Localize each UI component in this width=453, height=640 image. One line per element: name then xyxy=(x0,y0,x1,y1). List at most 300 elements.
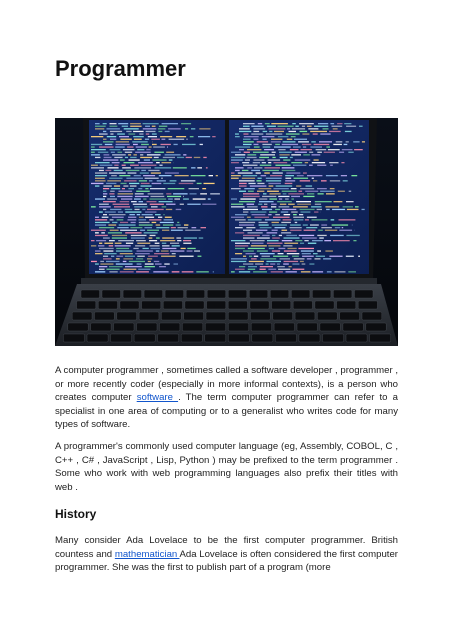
code-token xyxy=(279,152,292,153)
code-token xyxy=(292,128,305,129)
code-token xyxy=(299,123,314,124)
keyboard-key xyxy=(68,323,88,331)
code-token xyxy=(251,258,257,259)
code-token xyxy=(125,266,142,267)
code-token xyxy=(197,183,202,184)
code-token xyxy=(285,198,289,199)
code-token xyxy=(317,188,327,189)
code-token xyxy=(152,133,157,134)
keyboard-key xyxy=(274,323,294,331)
code-token xyxy=(182,144,196,145)
code-token xyxy=(104,154,110,155)
code-token xyxy=(243,256,246,257)
code-token xyxy=(297,204,311,205)
code-token xyxy=(327,271,332,272)
code-token xyxy=(121,198,132,199)
code-token xyxy=(302,237,317,238)
code-token xyxy=(109,214,126,215)
code-token xyxy=(231,206,245,207)
code-token xyxy=(159,201,173,202)
code-token xyxy=(303,146,306,147)
code-token xyxy=(341,162,344,163)
code-token xyxy=(151,248,160,249)
code-token xyxy=(175,175,189,176)
code-token xyxy=(107,128,120,129)
code-token xyxy=(238,172,253,173)
code-token xyxy=(293,217,304,218)
code-token xyxy=(277,266,285,267)
code-token xyxy=(315,201,332,202)
code-token xyxy=(275,227,286,228)
code-token xyxy=(143,128,157,129)
code-token xyxy=(264,204,267,205)
code-token xyxy=(128,188,134,189)
code-token xyxy=(254,167,262,168)
code-token xyxy=(341,175,347,176)
code-token xyxy=(134,206,147,207)
code-token xyxy=(143,248,149,249)
keyboard-key xyxy=(270,290,289,298)
keyboard-key xyxy=(72,312,92,320)
code-token xyxy=(95,232,99,233)
code-token xyxy=(267,240,279,241)
code-token xyxy=(104,253,116,254)
code-token xyxy=(146,131,156,132)
code-token xyxy=(243,175,258,176)
code-token xyxy=(278,149,285,150)
code-token xyxy=(262,162,266,163)
code-token xyxy=(235,136,240,137)
code-token xyxy=(274,146,291,147)
code-token xyxy=(330,235,344,236)
code-token xyxy=(268,214,271,215)
code-token xyxy=(91,183,104,184)
code-token xyxy=(171,230,183,231)
code-token xyxy=(278,126,294,127)
code-token xyxy=(275,214,280,215)
code-token xyxy=(282,167,295,168)
code-token xyxy=(231,258,247,259)
code-token xyxy=(248,191,254,192)
code-token xyxy=(162,243,167,244)
code-token xyxy=(231,178,239,179)
code-token xyxy=(110,149,121,150)
code-token xyxy=(280,157,288,158)
keyboard-key xyxy=(111,334,132,342)
keyboard-key xyxy=(273,312,293,320)
code-token xyxy=(155,243,160,244)
intro-text-1: A computer programmer , sometimes called a software developer , programmer , or more recently coder (especially in more informal contexts), is a person who creates computer xyxy=(55,365,398,403)
code-token xyxy=(110,196,115,197)
code-token xyxy=(301,271,311,272)
code-token xyxy=(194,250,200,251)
code-token xyxy=(296,201,311,202)
code-token xyxy=(103,201,116,202)
code-token xyxy=(147,230,159,231)
keyboard-key xyxy=(205,334,226,342)
code-token xyxy=(146,133,149,134)
code-token xyxy=(295,152,307,153)
keyboard-key xyxy=(251,323,271,331)
code-token xyxy=(108,167,119,168)
code-token xyxy=(269,131,272,132)
code-token xyxy=(239,191,246,192)
code-token xyxy=(182,271,194,272)
code-token xyxy=(271,204,277,205)
code-token xyxy=(112,235,127,236)
code-token xyxy=(104,243,113,244)
code-token xyxy=(231,175,241,176)
code-token xyxy=(239,128,250,129)
code-token xyxy=(164,263,169,264)
code-token xyxy=(111,152,115,153)
code-token xyxy=(105,170,111,171)
code-token xyxy=(139,201,144,202)
code-token xyxy=(354,149,363,150)
code-token xyxy=(166,193,171,194)
code-token xyxy=(91,165,98,166)
code-token xyxy=(279,154,289,155)
code-token xyxy=(111,188,120,189)
code-token xyxy=(124,162,135,163)
code-token xyxy=(130,165,139,166)
code-token xyxy=(103,188,109,189)
code-token xyxy=(333,144,342,145)
code-token xyxy=(200,193,207,194)
code-token xyxy=(156,250,160,251)
code-token xyxy=(243,250,254,251)
code-token xyxy=(255,263,263,264)
code-token xyxy=(331,219,335,220)
code-token xyxy=(267,243,283,244)
code-token xyxy=(112,222,117,223)
code-token xyxy=(291,136,296,137)
code-token xyxy=(146,149,150,150)
code-token xyxy=(280,258,291,259)
code-token xyxy=(317,250,321,251)
code-token xyxy=(278,196,289,197)
code-token xyxy=(173,193,188,194)
code-token xyxy=(95,263,99,264)
code-token xyxy=(325,230,337,231)
code-token xyxy=(239,183,247,184)
code-token xyxy=(99,170,104,171)
code-token xyxy=(151,172,161,173)
code-token xyxy=(114,185,120,186)
code-token xyxy=(148,261,151,262)
code-token xyxy=(128,217,136,218)
keyboard-key xyxy=(228,301,247,309)
code-token xyxy=(159,266,166,267)
code-token xyxy=(147,201,157,202)
code-token xyxy=(129,214,135,215)
history-heading: History xyxy=(55,507,97,521)
code-token xyxy=(254,256,258,257)
code-token xyxy=(295,240,302,241)
keyboard-key xyxy=(323,334,344,342)
code-token xyxy=(243,139,251,140)
code-token xyxy=(254,144,259,145)
code-token xyxy=(334,201,343,202)
code-token xyxy=(283,159,290,160)
code-token xyxy=(149,146,152,147)
code-token xyxy=(130,227,142,228)
code-token xyxy=(160,136,172,137)
code-token xyxy=(248,266,257,267)
code-token xyxy=(323,258,331,259)
code-token xyxy=(256,172,261,173)
code-token xyxy=(239,266,245,267)
code-token xyxy=(177,157,184,158)
code-token xyxy=(162,123,178,124)
code-token xyxy=(161,178,163,179)
code-token xyxy=(284,261,299,262)
code-token xyxy=(95,185,99,186)
code-token xyxy=(235,167,244,168)
keyboard-key xyxy=(161,312,181,320)
code-token xyxy=(362,141,365,142)
code-token xyxy=(95,172,107,173)
code-token xyxy=(319,237,324,238)
code-token xyxy=(231,172,235,173)
code-token xyxy=(298,141,309,142)
code-token xyxy=(273,188,288,189)
code-token xyxy=(120,253,133,254)
code-token xyxy=(133,131,144,132)
code-token xyxy=(137,256,145,257)
keyboard-key xyxy=(139,312,159,320)
code-token xyxy=(95,198,105,199)
code-token xyxy=(110,139,116,140)
code-token xyxy=(353,141,359,142)
code-token xyxy=(120,201,130,202)
code-token xyxy=(108,224,116,225)
code-token xyxy=(118,240,134,241)
code-token xyxy=(289,266,292,267)
code-token xyxy=(278,136,289,137)
code-token xyxy=(181,180,196,181)
keyboard-key xyxy=(250,301,269,309)
code-token xyxy=(157,180,166,181)
code-token xyxy=(259,201,274,202)
code-token xyxy=(129,183,139,184)
software-link[interactable]: software xyxy=(136,392,179,403)
code-token xyxy=(197,167,202,168)
code-token xyxy=(321,180,327,181)
code-token xyxy=(324,240,331,241)
code-token xyxy=(123,258,133,259)
code-token xyxy=(235,133,239,134)
code-token xyxy=(163,224,173,225)
code-token xyxy=(115,243,122,244)
code-token xyxy=(216,175,218,176)
code-token xyxy=(141,165,157,166)
code-token xyxy=(281,211,288,212)
code-token xyxy=(212,136,215,137)
code-token xyxy=(120,139,131,140)
code-token xyxy=(143,123,159,124)
code-token xyxy=(231,217,244,218)
code-token xyxy=(147,258,152,259)
code-token xyxy=(270,175,282,176)
code-token xyxy=(308,128,318,129)
code-token xyxy=(172,245,180,246)
code-token xyxy=(150,198,167,199)
code-token xyxy=(262,196,276,197)
code-token xyxy=(95,250,101,251)
keyboard-key xyxy=(186,290,205,298)
code-token xyxy=(156,227,169,228)
keyboard-key xyxy=(95,312,115,320)
code-token xyxy=(317,235,326,236)
code-token xyxy=(286,271,297,272)
code-token xyxy=(126,243,133,244)
code-token xyxy=(154,152,164,153)
code-token xyxy=(283,219,292,220)
code-token xyxy=(154,157,159,158)
code-token xyxy=(359,126,363,127)
code-token xyxy=(149,180,152,181)
code-token xyxy=(189,188,200,189)
code-token xyxy=(307,193,314,194)
code-token xyxy=(269,248,274,249)
code-token xyxy=(151,206,158,207)
code-token xyxy=(159,126,167,127)
code-token xyxy=(99,146,113,147)
code-token xyxy=(128,172,137,173)
code-token xyxy=(259,198,267,199)
code-token xyxy=(248,269,255,270)
code-token xyxy=(239,222,255,223)
code-token xyxy=(311,141,316,142)
code-token xyxy=(165,172,179,173)
code-token xyxy=(344,123,351,124)
code-token xyxy=(265,219,281,220)
code-token xyxy=(174,144,178,145)
code-token xyxy=(99,266,107,267)
code-token xyxy=(183,196,184,197)
code-token xyxy=(247,154,256,155)
code-token xyxy=(106,261,120,262)
code-token xyxy=(247,149,261,150)
code-token xyxy=(170,243,179,244)
code-token xyxy=(152,144,157,145)
code-token xyxy=(264,167,280,168)
code-token xyxy=(95,123,100,124)
code-token xyxy=(268,159,281,160)
code-token xyxy=(330,123,334,124)
code-token xyxy=(116,258,120,259)
keyboard-key xyxy=(98,301,117,309)
code-token xyxy=(248,219,262,220)
code-token xyxy=(253,131,259,132)
code-token xyxy=(304,240,308,241)
code-token xyxy=(314,144,330,145)
code-token xyxy=(344,144,348,145)
code-token xyxy=(243,211,248,212)
code-token xyxy=(141,144,149,145)
code-token xyxy=(202,204,216,205)
code-token xyxy=(268,128,285,129)
code-token xyxy=(243,237,255,238)
code-token xyxy=(116,263,133,264)
code-token xyxy=(290,227,302,228)
code-token xyxy=(149,219,161,220)
code-token xyxy=(284,243,298,244)
code-token xyxy=(165,154,181,155)
code-token xyxy=(115,146,125,147)
code-token xyxy=(174,198,180,199)
code-token xyxy=(126,131,131,132)
code-token xyxy=(342,227,344,228)
code-token xyxy=(316,256,325,257)
code-token xyxy=(125,211,141,212)
code-token xyxy=(131,222,136,223)
code-token xyxy=(102,217,109,218)
code-token xyxy=(257,141,268,142)
code-token xyxy=(96,240,106,241)
code-token xyxy=(302,263,306,264)
code-token xyxy=(272,157,275,158)
code-token xyxy=(115,245,131,246)
code-token xyxy=(186,157,192,158)
code-token xyxy=(253,271,267,272)
keyboard-key xyxy=(337,301,356,309)
code-token xyxy=(300,180,310,181)
code-token xyxy=(145,126,150,127)
code-token xyxy=(291,188,297,189)
code-token xyxy=(268,245,280,246)
code-token xyxy=(118,193,134,194)
code-token xyxy=(147,154,161,155)
keyboard-key xyxy=(160,323,180,331)
code-token xyxy=(139,219,147,220)
code-token xyxy=(194,157,201,158)
code-token xyxy=(309,152,313,153)
code-token xyxy=(123,261,127,262)
keyboard-key xyxy=(272,301,291,309)
code-token xyxy=(150,204,164,205)
code-token xyxy=(262,136,275,137)
code-token xyxy=(312,219,328,220)
code-token xyxy=(162,162,172,163)
code-token xyxy=(284,237,300,238)
code-token xyxy=(239,149,244,150)
code-token xyxy=(247,157,257,158)
code-token xyxy=(91,206,96,207)
code-token xyxy=(110,123,117,124)
code-token xyxy=(256,180,261,181)
code-token xyxy=(257,250,268,251)
code-token xyxy=(103,141,114,142)
code-token xyxy=(133,136,144,137)
code-token xyxy=(99,248,114,249)
code-token xyxy=(294,178,309,179)
code-token xyxy=(95,222,110,223)
code-token xyxy=(95,235,108,236)
keyboard-key xyxy=(275,334,296,342)
code-token xyxy=(91,146,95,147)
code-token xyxy=(168,128,181,129)
code-token xyxy=(190,193,197,194)
code-token xyxy=(343,180,348,181)
keyboard-key xyxy=(102,290,121,298)
code-token xyxy=(306,185,313,186)
code-token xyxy=(239,131,251,132)
code-token xyxy=(149,237,153,238)
code-token xyxy=(244,136,259,137)
mathematician-link[interactable]: mathematician xyxy=(114,548,180,560)
